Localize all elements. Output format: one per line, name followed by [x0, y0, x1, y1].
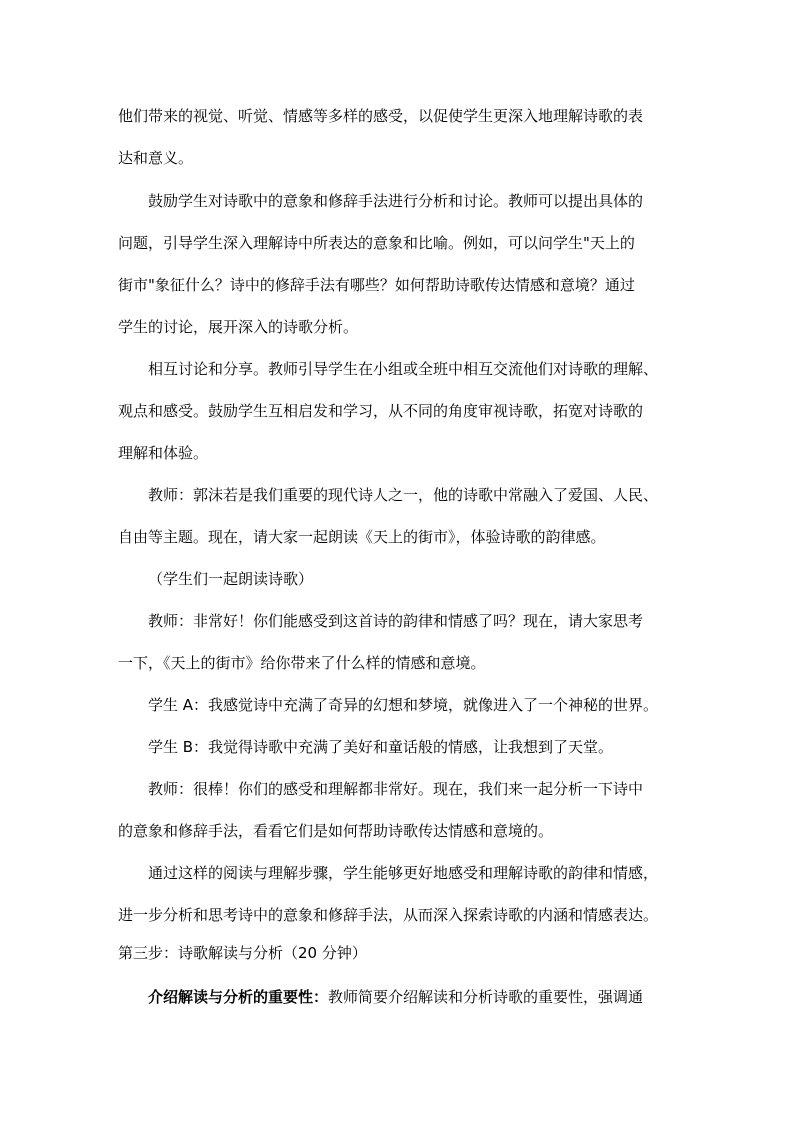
text-line: 理解和体验。 [118, 444, 209, 462]
text-line: 教师：郭沫若是我们重要的现代诗人之一，他的诗歌中常融入了爱国、人民、 [148, 486, 659, 504]
section-heading: 第三步：诗歌解读与分析（20 分钟） [118, 944, 367, 962]
text-line: 观点和感受。鼓励学生互相启发和学习，从不同的角度审视诗歌，拓宽对诗歌的 [118, 402, 644, 420]
text-line: 的意象和修辞手法，看看它们是如何帮助诗歌传达情感和意境的。 [118, 822, 554, 840]
text-line: 进一步分析和思考诗中的意象和修辞手法，从而深入探索诗歌的内涵和情感表达。 [118, 906, 659, 924]
text-line: 达和意义。 [118, 149, 194, 167]
text-line: 问题，引导学生深入理解诗中所表达的意象和比喻。例如，可以问学生"天上的 [118, 234, 635, 252]
text-line: 自由等主题。现在，请大家一起朗读《天上的街市》，体验诗歌的韵律感。 [118, 528, 606, 546]
text-line: 一下，《天上的街市》给你带来了什么样的情感和意境。 [118, 654, 486, 672]
text-line: 学生的讨论，展开深入的诗歌分析。 [118, 318, 359, 336]
text-rest: 教师简要介绍解读和分析诗歌的重要性，强调通 [328, 988, 644, 1006]
text-line: 鼓励学生对诗歌中的意象和修辞手法进行分析和讨论。教师可以提出具体的 [148, 192, 644, 210]
text-line: 教师：很棒！你们的感受和理解都非常好。现在，我们来一起分析一下诗中 [148, 780, 644, 798]
text-line: （学生们一起朗读诗歌） [148, 570, 314, 588]
bold-lead: 介绍解读与分析的重要性： [148, 988, 329, 1006]
text-line: 通过这样的阅读与理解步骤，学生能够更好地感受和理解诗歌的韵律和情感， [148, 864, 659, 882]
text-line: 他们带来的视觉、听觉、情感等多样的感受，以促使学生更深入地理解诗歌的表 [118, 107, 644, 125]
text-line: 学生 A：我感觉诗中充满了奇异的幻想和梦境，就像进入了一个神秘的世界。 [148, 696, 659, 714]
text-line-last [148, 985, 688, 1009]
text-line: 学生 B：我觉得诗歌中充满了美好和童话般的情感，让我想到了天堂。 [148, 738, 614, 756]
text-line: 街市"象征什么？诗中的修辞手法有哪些？如何帮助诗歌传达情感和意境？通过 [118, 276, 635, 294]
text-line: 相互讨论和分享。教师引导学生在小组或全班中相互交流他们对诗歌的理解、 [148, 360, 659, 378]
text-line: 教师：非常好！你们能感受到这首诗的韵律和情感了吗？现在，请大家思考 [148, 612, 644, 630]
